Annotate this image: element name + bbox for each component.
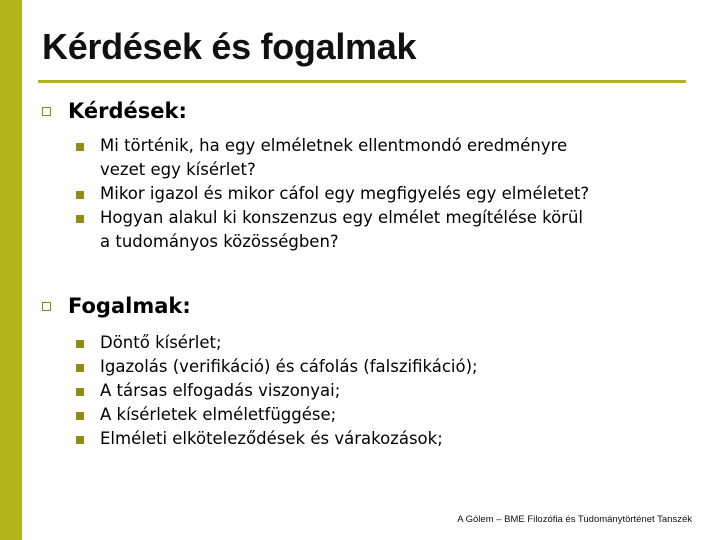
question-list	[76, 134, 716, 254]
square-bullet-icon	[76, 436, 84, 444]
list-item	[76, 379, 716, 403]
left-accent-bar	[0, 0, 22, 540]
square-bullet-icon	[76, 340, 84, 348]
square-bullet-icon	[76, 388, 84, 396]
list-item	[76, 134, 716, 182]
list-item-text: Döntő kísérlet;	[100, 333, 222, 352]
section-label-questions: Kérdések:	[68, 99, 187, 123]
list-item-text: Mi történik, ha egy elméletnek ellentmondó eredményre vezet egy kísérlet?	[100, 136, 568, 179]
list-item-text: Hogyan alakul ki konszenzus egy elmélet megítélése körül a tudományos közösségben?	[100, 208, 583, 251]
section-concepts	[42, 294, 191, 318]
square-bullet-icon	[76, 412, 84, 420]
concept-list	[76, 331, 716, 451]
title-underline	[38, 80, 686, 83]
square-bullet-icon	[76, 215, 84, 223]
list-item	[76, 355, 716, 379]
list-item	[76, 182, 716, 206]
list-item-text: Elméleti elköteleződések és várakozások;	[100, 429, 443, 448]
square-bullet-icon	[76, 364, 84, 372]
list-item-text: A társas elfogadás viszonyai;	[100, 381, 341, 400]
slide-title: Kérdések és fogalmak	[42, 26, 417, 67]
slide-footer: A Gólem – BME Filozófia és Tudománytörténet Tanszék	[457, 514, 692, 525]
section-questions	[42, 99, 187, 123]
square-bullet-icon	[76, 191, 84, 199]
hollow-square-bullet-icon	[42, 107, 51, 116]
list-item	[76, 427, 716, 451]
section-label-concepts: Fogalmak:	[68, 294, 191, 318]
list-item	[76, 206, 716, 254]
hollow-square-bullet-icon	[42, 302, 51, 311]
square-bullet-icon	[76, 143, 84, 151]
list-item-text: Mikor igazol és mikor cáfol egy megfigyelés egy elméletet?	[100, 184, 590, 203]
list-item-text: A kísérletek elméletfüggése;	[100, 405, 337, 424]
list-item	[76, 403, 716, 427]
list-item-text: Igazolás (verifikáció) és cáfolás (falszifikáció);	[100, 357, 478, 376]
list-item	[76, 331, 716, 355]
